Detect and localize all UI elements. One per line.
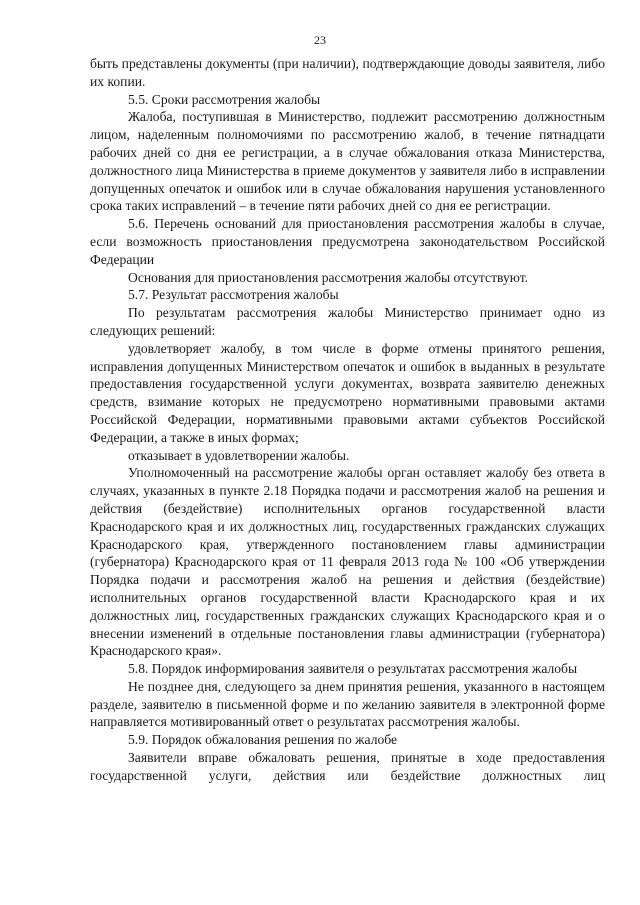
- paragraph-3: Жалоба, поступившая в Министерство, подлежит рассмотрению должностным лицом, наделенным полномочиями по рассмотрению жалоб, в течение пятнадцати рабочих дней со дня ее регистрации, а в случае обжалования отказа Министерства, должностного лица Министерства в приеме документов у заявителя либо в исправлении допущенных опечаток и ошибок или в случае обжалования нарушения установленного срока таких исправлений – в течение пяти рабочих дней со дня ее регистрации.: [90, 109, 605, 214]
- paragraph-13: 5.9. Порядок обжалования решения по жалобе: [128, 732, 398, 748]
- paragraph-5: Основания для приостановления рассмотрения жалобы отсутствуют.: [128, 269, 529, 285]
- paragraph-11: 5.8. Порядок информирования заявителя о результатах рассмотрения жалобы: [128, 661, 578, 677]
- paragraph-6: 5.7. Результат рассмотрения жалобы: [128, 287, 339, 303]
- page-number: 23: [314, 33, 326, 47]
- paragraph-9: отказывает в удовлетворении жалобы.: [128, 447, 350, 463]
- paragraph-4: 5.6. Перечень оснований для приостановления рассмотрения жалобы в случае, если возможность приостановления предусмотрена законодательством Российской Федерации: [90, 216, 605, 267]
- paragraph-7: По результатам рассмотрения жалобы Министерство принимает одно из следующих решений:: [90, 305, 605, 338]
- paragraph-1: быть представлены документы (при наличии), подтверждающие доводы заявителя, либо их копии.: [90, 56, 605, 89]
- paragraph-10: Уполномоченный на рассмотрение жалобы орган оставляет жалобу без ответа в случаях, указанных в пункте 2.18 Порядка подачи и рассмотрения жалоб на решения и действия (бездействие) исполнительных органов государственной власти Краснодарского края и их должностных лиц, государственных гражданских служащих Краснодарского края, утвержденного постановлением главы администрации (губернатора) Краснодарского края от 11 февраля 2013 года № 100 «Об утверждении Порядка подачи и рассмотрения жалоб на решения и действия (бездействие) исполнительных органов государственной власти Краснодарского края и их должностных лиц, государственных гражданских служащих Краснодарского края и о внесении изменений в отдельные постановления главы администрации (губернатора) Краснодарского края».: [90, 465, 605, 659]
- paragraph-2: 5.5. Сроки рассмотрения жалобы: [128, 91, 321, 107]
- document-body: [90, 55, 605, 785]
- paragraph-8: удовлетворяет жалобу, в том числе в форме отмены принятого решения, исправления допущенных Министерством опечаток и ошибок в выданных в результате предоставления государственной услуги документах, возврата заявителю денежных средств, взимание которых не предусмотрено нормативными правовыми актами Российской Федерации, нормативными правовыми актами субъектов Российской Федерации, а также в иных формах;: [90, 340, 605, 445]
- paragraph-12: Не позднее дня, следующего за днем принятия решения, указанного в настоящем разделе, заявителю в письменной форме и по желанию заявителя в электронной форме направляется мотивированный ответ о результатах рассмотрения жалобы.: [90, 678, 605, 730]
- paragraph-14: Заявители вправе обжаловать решения, принятые в ходе предоставления государственной услуги, действия или бездействие должностных лиц: [90, 750, 605, 783]
